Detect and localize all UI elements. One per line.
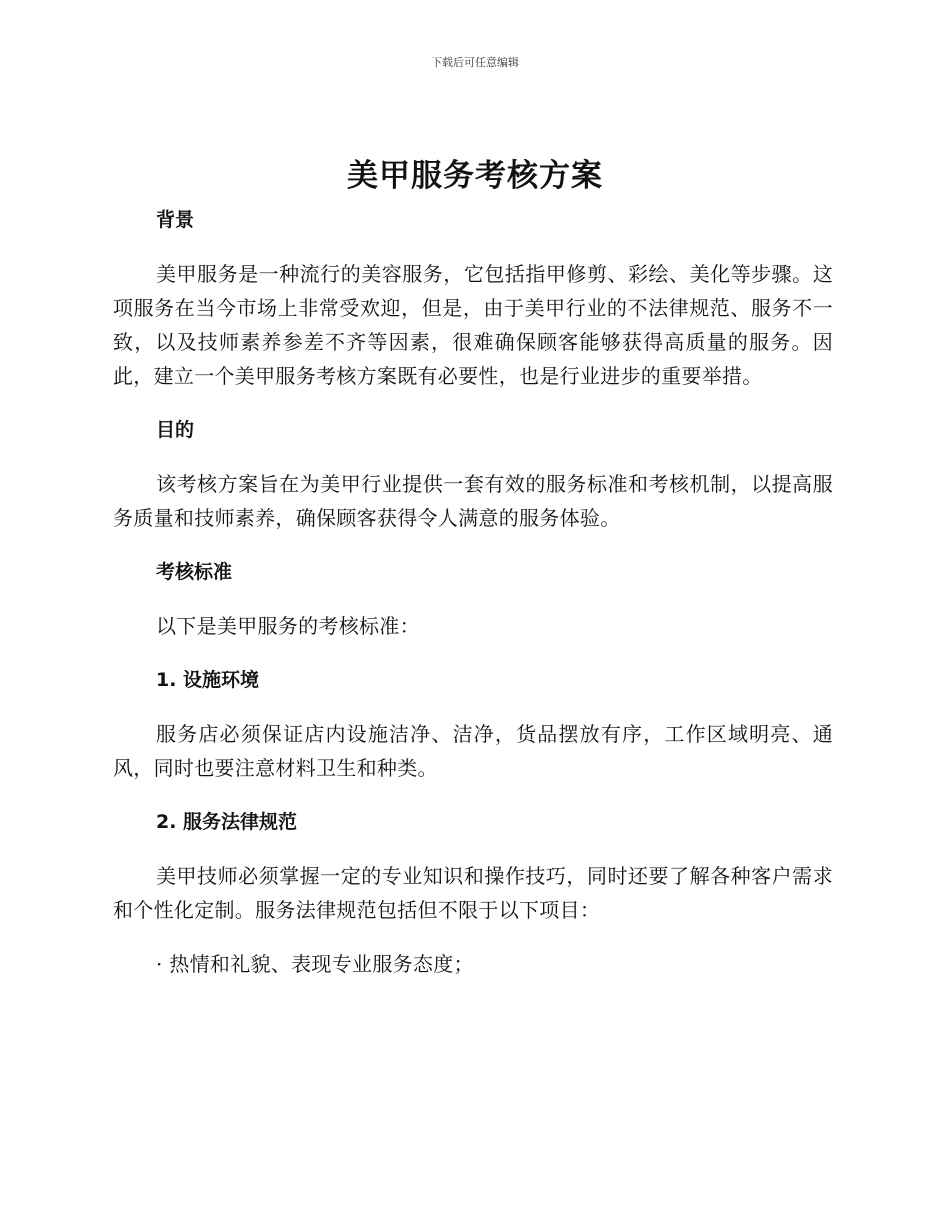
section-text-purpose: 该考核方案旨在为美甲行业提供一套有效的服务标准和考核机制，以提高服务质量和技师素养，确保顾客获得令人满意的服务体验。 (113, 472, 833, 530)
section-heading-purpose: 目的 (156, 419, 195, 441)
document-title: 美甲服务考核方案 (347, 158, 603, 194)
section-text-facilities: 服务店必须保证店内设施洁净、洁净，货品摆放有序，工作区域明亮、通风，同时也要注意材料卫生和种类。 (113, 722, 833, 780)
document-body (113, 203, 833, 1001)
list-item: · 热情和礼貌、表现专业服务态度； (156, 952, 474, 976)
section-heading-facilities: 1. 设施环境 (156, 669, 260, 691)
section-text-background: 美甲服务是一种流行的美容服务，它包括指甲修剪、彩绘、美化等步骤。这项服务在当今市场上非常受欢迎，但是，由于美甲行业的不法律规范、服务不一致，以及技师素养参差不齐等因素，很难确保顾客能够获得高质量的服务。因此，建立一个美甲服务考核方案既有必要性，也是行业进步的重要举措。 (113, 262, 833, 388)
section-heading-background: 背景 (156, 209, 195, 231)
section-text-criteria-intro: 以下是美甲服务的考核标准： (156, 614, 420, 638)
section-heading-criteria: 考核标准 (156, 561, 233, 583)
section-heading-legal: 2. 服务法律规范 (156, 811, 298, 833)
page-header-note: 下载后可任意编辑 (431, 56, 519, 69)
section-text-legal: 美甲技师必须掌握一定的专业知识和操作技巧，同时还要了解各种客户需求和个性化定制。服务法律规范包括但不限于以下项目： (113, 864, 833, 922)
